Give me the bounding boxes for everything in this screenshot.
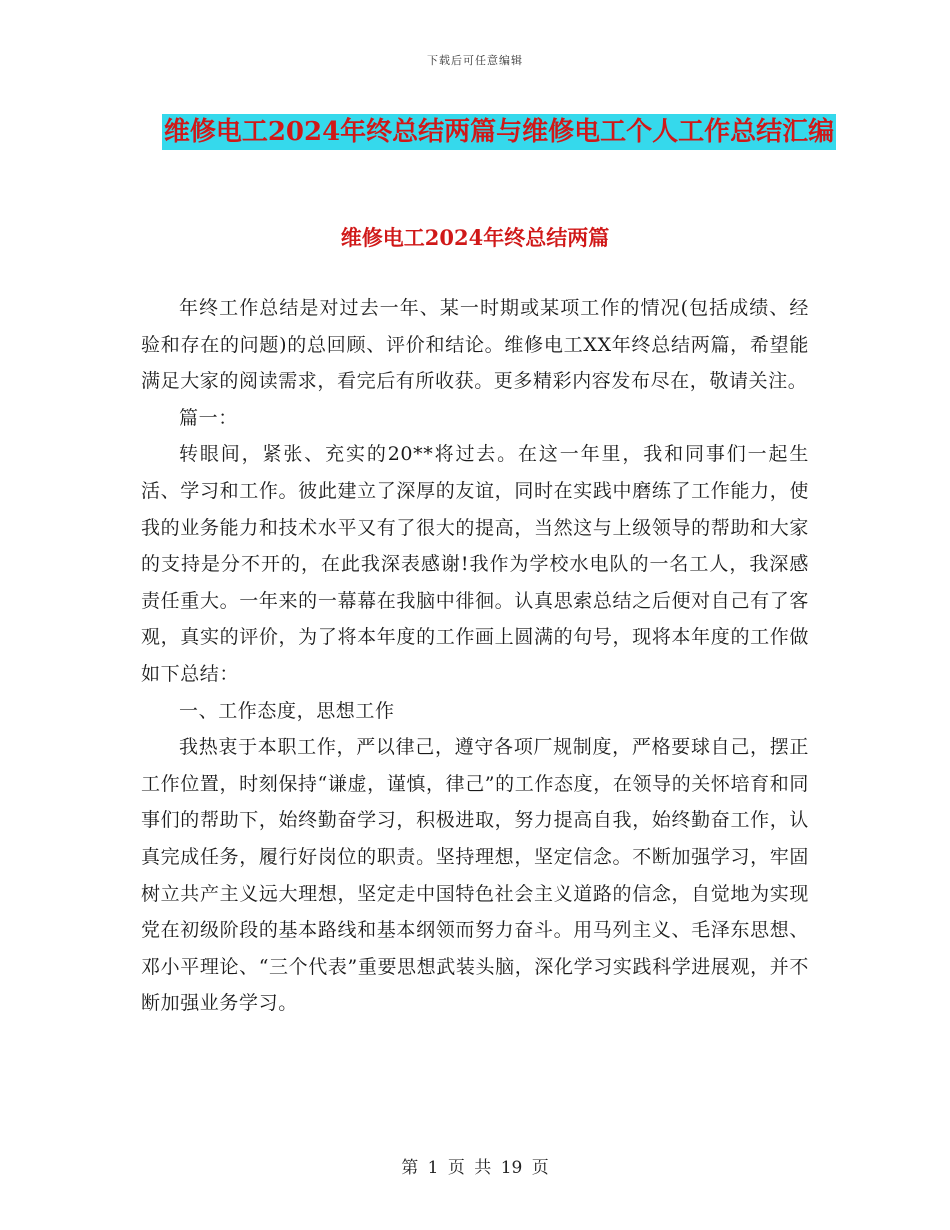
header-note: 下载后可任意编辑 [427,54,523,67]
document-title [140,108,858,156]
section-title: 维修电工2024年终总结两篇 [340,225,610,250]
document-title-text: 维修电工2024年终总结两篇与维修电工个人工作总结汇编 [162,114,836,150]
part-one-label: 篇一： [179,406,238,429]
body-text [141,290,809,1022]
page-number: 第 1 页 共 19 页 [401,1158,549,1178]
body-paragraph: 我热衷于本职工作，严以律己，遵守各项厂规制度，严格要球自己，摆正工作位置，时刻保持“谦虚，谨慎，律己”的工作态度，在领导的关怀培育和同事们的帮助下，始终勤奋学习，积极进取，努力提高自我，始终勤奋工作，认真完成任务，履行好岗位的职责。坚持理想，坚定信念。不断加强学习，牢固树立共产主义远大理想，坚定走中国特色社会主义道路的信念，自觉地为实现党在初级阶段的基本路线和基本纲领而努力奋斗。用马列主义、毛泽东思想、邓小平理论、“三个代表”重要思想武装头脑，深化学习实践科学进展观，并不断加强业务学习。 [141,736,809,1015]
intro-paragraph: 年终工作总结是对过去一年、某一时期或某项工作的情况(包括成绩、经验和存在的问题)的总回顾、评价和结论。维修电工XX年终总结两篇，希望能满足大家的阅读需求，看完后有所收获。更多精彩内容发布尽在，敬请关注。 [141,297,809,393]
section-heading: 一、工作态度，思想工作 [179,699,395,722]
body-paragraph: 转眼间，紧张、充实的20**将过去。在这一年里，我和同事们一起生活、学习和工作。彼此建立了深厚的友谊，同时在实践中磨练了工作能力，使我的业务能力和技术水平又有了很大的提高，当然这与上级领导的帮助和大家的支持是分不开的，在此我深表感谢!我作为学校水电队的一名工人，我深感责任重大。一年来的一幕幕在我脑中徘徊。认真思索总结之后便对自己有了客观，真实的评价，为了将本年度的工作画上圆满的句号，现将本年度的工作做如下总结： [141,443,809,685]
